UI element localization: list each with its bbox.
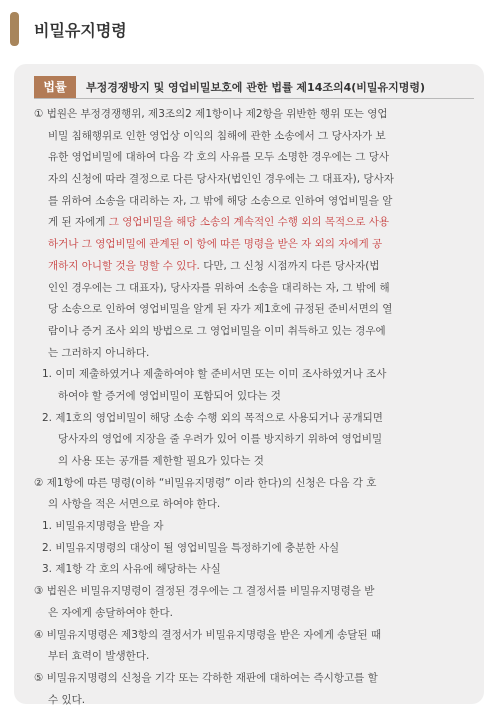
list-item-continued: 의 사용 또는 공개를 제한할 필요가 있다는 것 [58,455,264,467]
page-header [10,12,490,46]
list-item: 1. 이미 제출하였거나 제출하여야 할 준비서면 또는 이미 조사하였거나 조사 [42,368,387,381]
text-line: 자의 신청에 따라 결정으로 다른 당사자(법인인 경우에는 그 대표자), 당사자 [48,173,394,186]
text-line: 를 위하여 소송을 대리하는 자, 그 밖에 해당 소송으로 인하여 영업비밀을 알 [48,194,393,207]
text-segment: 게 된 자에게 [48,216,109,229]
text-line: ③ 법원은 비밀유지명령이 결정된 경우에는 그 결정서를 비밀유지명령을 받 [34,585,375,598]
text-line: ② 제1항에 따른 명령(이하 “비밀유지명령” 이라 한다)의 신청은 다음 각 호 [34,476,377,489]
text-line: ④ 비밀유지명령은 제3항의 결정서가 비밀유지명령을 받은 자에게 송달된 때 [34,628,382,641]
text-line [34,212,472,234]
text-line: 의 사항을 적은 서면으로 하여야 한다. [48,498,221,511]
highlighted-text: 그 영업비밀을 해당 소송의 계속적인 수행 외의 목적으로 사용 [108,216,390,229]
law-text [34,104,472,711]
text-line: 당 소송으로 인하여 영업비밀을 알게 된 자가 제1호에 규정된 준비서면의 열 [48,303,393,316]
law-title: 부정경쟁방지 및 영업비밀보호에 관한 법률 제14조의4(비밀유지명령) [86,81,426,94]
text-line: 부터 효력이 발생한다. [48,650,150,663]
text-line: 은 자에게 송달하여야 한다. [48,606,173,619]
law-panel [14,64,484,704]
text-line: 수 있다. [48,693,86,706]
text-line: 는 그러하지 아니하다. [48,346,150,359]
law-tag-badge: 법률 [34,76,76,98]
list-item: 1. 비밀유지명령을 받을 자 [42,520,164,533]
list-item: 2. 비밀유지명령의 대상이 될 영업비밀을 특정하기에 충분한 사실 [42,541,340,554]
text-line: 람이나 증거 조사 외의 방법으로 그 영업비밀을 이미 취득하고 있는 경우에 [48,324,386,337]
highlighted-text-line: 하거나 그 영업비밀에 관계된 이 항에 따른 명령을 받은 자 외의 자에게 공 [48,238,383,251]
page-title: 비밀유지명령 [34,21,127,40]
list-item: 2. 제1호의 영업비밀이 해당 소송 수행 외의 목적으로 사용되거나 공개되면 [42,411,383,424]
text-line: 비밀 침해행위로 인한 영업상 이익의 침해에 관한 소송에서 그 당사자가 보 [48,129,386,142]
law-heading [34,76,474,99]
header-accent-bar [10,12,19,46]
list-item-continued: 당사자의 영업에 지장을 줄 우려가 있어 이를 방지하기 위하여 영업비밀 [58,433,383,446]
highlighted-text: 개하지 아니할 것을 명할 수 있다. [48,259,200,272]
text-segment: 다만, 그 신청 시점까지 다른 당사자(법 [199,259,380,272]
text-line: ⑤ 비밀유지명령의 신청을 기각 또는 각하한 재판에 대하여는 즉시항고를 할 [34,671,378,684]
list-item: 3. 제1항 각 호의 사유에 해당하는 사실 [42,563,221,576]
text-line: 인인 경우에는 그 대표자), 당사자를 위하여 소송을 대리하는 자, 그 밖에 해 [48,281,390,294]
list-item-continued: 하여야 할 증거에 영업비밀이 포함되어 있다는 것 [58,389,281,402]
text-line: 유한 영업비밀에 대하여 다음 각 호의 사유를 모두 소명한 경우에는 그 당사 [48,151,390,164]
text-line [34,256,472,278]
text-line: ① 법원은 부정경쟁행위, 제3조의2 제1항이나 제2항을 위반한 행위 또는 영업 [34,108,388,120]
